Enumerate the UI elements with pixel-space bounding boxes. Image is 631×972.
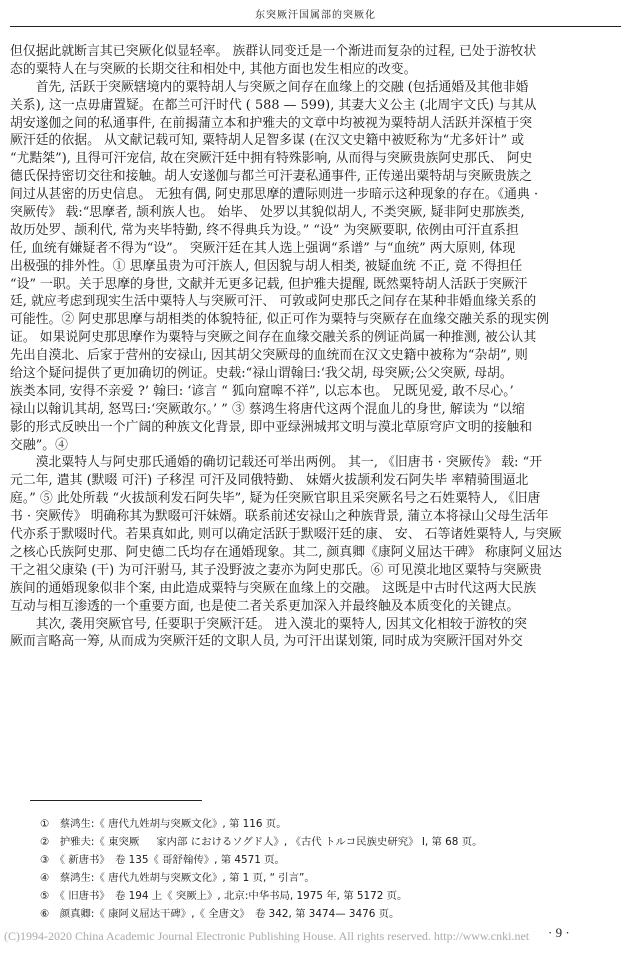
footnote-item: ④ 蔡鸿生:《 唐代九姓胡与突厥文化》, 第 1 页, “ 引言”。: [40, 872, 315, 884]
body-line: 漠北粟特人与阿史那氏通婚的确切记载还可举出两例。 其一, 《旧唐书 · 突厥传》 载: “开: [10, 455, 543, 471]
body-line: 首先, 活跃于突厥辖境内的粟特胡人与突厥之间存在血缘上的交融 (包括通婚及其他非婚: [10, 79, 529, 95]
body-line: 突厥传》 载:“思摩者, 颉利族人也。 始毕、 处罗以其貌似胡人, 不类突厥, 疑非阿史那族类,: [10, 205, 525, 221]
body-line: 禄山以翰讥其胡, 怒骂曰:‘突厥敢尔。’ ” ③ 蔡鸿生将唐代这两个混血儿的身世, 解读为 “以缩: [10, 401, 525, 417]
footnote-divider: [30, 800, 202, 801]
body-line: 交融”。④: [10, 437, 68, 453]
body-line: 证。 如果说阿史那思摩作为粟特与突厥之间存在血缘交融关系的例证尚属一种推测, 被公认其: [10, 330, 537, 346]
body-line: 任, 血统有嫌疑者不得为“设”。 突厥汗廷在其人选上强调“系谱” 与“血统” 两大原则, 体现: [10, 240, 516, 256]
footnote-item: ⑥ 颜真卿:《 康阿义屈达干碑》,《 全唐文》 卷 342, 第 3474— 3476 页。: [40, 908, 400, 920]
body-line: 族间的通婚现象似非个案, 由此造成粟特与突厥在血缘上的交融。 这既是中古时代这两大民族: [10, 580, 537, 596]
body-line: 出极强的排外性。① 思摩虽贵为可汗族人, 但因貌与胡人相类, 被疑血统 不正, 竟 不得担任: [10, 258, 523, 274]
running-header: 东突厥汗国属部的突厥化: [255, 10, 376, 21]
body-line: 干之祖父康染 (干) 为可汗驸马, 其子没野波之妻亦为阿史那氏。⑥ 可见漠北地区粟特与突厥贵: [10, 562, 542, 578]
body-line: 之核心氏族阿史那、阿史德二氏均存在通婚现象。其二, 颜真卿《康阿义屈达干碑》 称康阿义屈达: [10, 544, 562, 560]
body-line: 胡安遂伽之间的私通事件, 在前揭蒲立本和护雅夫的文章中均被视为粟特胡人活跃并深植于突: [10, 115, 533, 131]
body-line: “设” 一职。关于思摩的身世, 文献并无更多记载, 但护雅夫提醒, 既然粟特胡人活跃于突厥汗: [10, 276, 528, 292]
body-line: 可能性。② 阿史那思摩与胡相类的体貌特征, 似正可作为粟特与突厥存在血缘交融关系的现实例: [10, 312, 550, 328]
body-line: 元二年, 遣其 (默啜 可汗) 子移涅 可汗及同俄特勤、 妹婿火拔颉利发石阿失毕 率精骑围逼北: [10, 473, 529, 489]
copyright-footer: (C)1994-2020 China Academic Journal Electronic Publishing House. All rights reserved. http://www.cnki.net: [4, 929, 530, 943]
footnote-item: ① 蔡鸿生:《 唐代九姓胡与突厥文化》, 第 116 页。: [40, 818, 287, 830]
body-line: 态的粟特人在与突厥的长期交往和相处中, 其他方面也发生相应的改变。: [10, 61, 417, 77]
body-line: 先出自漠北、后家于营州的安禄山, 因其胡父突厥母的血统而在汉文史籍中被称为“杂胡”, 则: [10, 348, 528, 364]
body-line: 互动与相互渗透的一个重要方面, 也是使二者关系更加深入并最终触及本质变化的关键点。: [10, 598, 520, 614]
body-line: 书 · 突厥传》 明确称其为默啜可汗妹婿。联系前述安禄山之种族背景, 蒲立本将禄山父母生活年: [10, 509, 549, 525]
body-line: 影的形式反映出一个广阔的种族文化背景, 即中亚绿洲城邦文明与漠北草原穹庐文明的接触和: [10, 419, 533, 435]
body-line: 给这个疑问提供了更加确切的例证。史载:“禄山谓翰曰:‘我父胡, 母突厥;公父突厥, 母胡。: [10, 366, 513, 382]
body-line: 间过从甚密的历史信息。 无独有偶, 阿史那思摩的遭际则进一步暗示这种现象的存在。《通典 ·: [10, 187, 539, 203]
body-line: 但仅据此就断言其已突厥化似显轻率。 族群认同变迁是一个渐进而复杂的过程, 已处于游牧状: [10, 44, 537, 59]
footnote-item: ⑤ 《 旧唐书》 卷 194 上《 突厥上》, 北京:中华书局, 1975 年, 第 5172 页。: [40, 890, 408, 902]
page-number: · 9 ·: [548, 925, 570, 940]
footnotes: [40, 815, 600, 923]
body-line: “尤黠桀”), 且得可汗宠信, 故在突厥汗廷中拥有特殊影响, 从而得与突厥贵族阿史那氏、 阿史: [10, 151, 533, 167]
footnote-item: ② 护雅夫:《 東突厥 家内部 におけるソグド人》, 《古代 トルコ民族史研究》 I, 第 68 页。: [40, 836, 483, 848]
body-line: 德氏保持密切交往和接触。胡人安遂伽与都兰可汗妻私通事件, 正传递出粟特胡与突厥贵族之: [10, 169, 533, 185]
footnote-item: ③ 《 新唐书》 卷 135《 哥舒翰传》, 第 4571 页。: [40, 854, 285, 866]
body-line: 庭。” ⑤ 此处所载 “火拔颉利发石阿失毕”, 疑为任突厥官职且采突厥名号之石姓粟特人, 《旧唐: [10, 491, 541, 507]
body-line: 族类本同, 安得不亲爱 ?’ 翰曰: ‘谚言 “ 狐向窟嗥不祥”, 以忘本也。 兄既见爱, 敢不尽心。’: [10, 383, 514, 399]
body-line: 故历处罗、颉利代, 常为夹毕特勤, 终不得典兵为设。” “设” 为突厥要职, 依例由可汗直系担: [10, 222, 519, 238]
body-line: 关系), 这一点毋庸置疑。在都兰可汗时代 ( 588 — 599), 其妻大义公主 (北周宇文氏) 与其从: [10, 97, 537, 113]
article-body: [10, 43, 621, 651]
body-line: 其次, 袭用突厥官号, 任要职于突厥汗廷。 进入漠北的粟特人, 因其文化相较于游牧的突: [10, 616, 528, 632]
body-line: 厥而言略高一筹, 从而成为突厥汗廷的文职人员, 为可汗出谋划策, 同时成为突厥汗国对外交: [10, 634, 523, 650]
body-line: 廷, 就应考虑到现实生活中粟特人与突厥可汗、 可敦或阿史那氏之间存在某种非婚血缘关系的: [10, 294, 537, 310]
body-line: 代亦系于默啜时代。若果真如此, 则可以确定活跃于默啜汗廷的康、 安、 石等诸姓粟特人, 与突厥: [10, 527, 562, 543]
body-line: 厥汗廷的依据。 从文献记载可知, 粟特胡人足智多谋 (在汉文史籍中被贬称为“尤多奸计” 或: [10, 133, 525, 149]
header-divider: [10, 26, 621, 27]
